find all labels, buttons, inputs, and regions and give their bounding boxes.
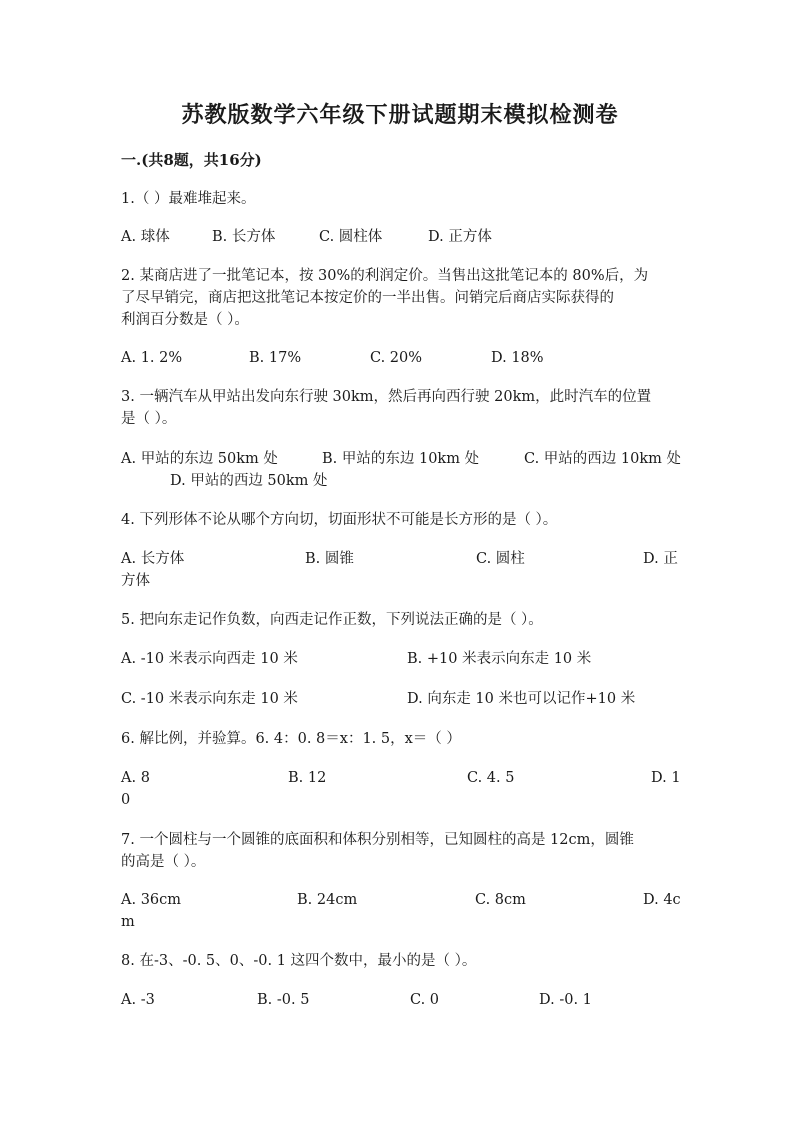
q6-option-d: D. 1 <box>651 770 681 786</box>
q5-option-b: B. +10 米表示向东走 10 米 <box>407 651 592 667</box>
q5-option-d: D. 向东走 10 米也可以记作+10 米 <box>407 691 636 707</box>
question-2-stem <box>121 265 681 331</box>
q4-option-d-wrap: 方体 <box>121 573 150 589</box>
q4-option-b: B. 圆锥 <box>305 551 354 567</box>
question-1-stem: 1.（ ）最难堆起来。 <box>121 191 256 207</box>
q6-option-a: A. 8 <box>121 770 150 786</box>
q3-stem-line-1: 3. 一辆汽车从甲站出发向东行驶 30km，然后再向西行驶 20km，此时汽车的位置 <box>121 389 652 405</box>
q6-option-b: B. 12 <box>288 770 327 786</box>
q7-stem-line-2: 的高是（ ）。 <box>121 854 206 870</box>
q7-option-d-wrap: m <box>121 914 135 930</box>
q5-option-a: A. -10 米表示向西走 10 米 <box>121 651 298 667</box>
q6-option-c: C. 4. 5 <box>467 770 515 786</box>
q7-stem-line-1: 7. 一个圆柱与一个圆锥的底面积和体积分别相等，已知圆柱的高是 12cm，圆锥 <box>121 832 634 848</box>
question-3-stem <box>121 386 681 430</box>
q2-stem-line-2: 了尽早销完，商店把这批笔记本按定价的一半出售。问销完后商店实际获得的 <box>121 290 614 306</box>
q8-option-a: A. -3 <box>121 992 155 1008</box>
question-7-stem <box>121 829 681 873</box>
q8-option-b: B. -0. 5 <box>257 992 310 1008</box>
q3-stem-line-2: 是（ ）。 <box>121 411 177 427</box>
question-8-stem: 8. 在-3、-0. 5、0、-0. 1 这四个数中，最小的是（ ）。 <box>121 953 477 969</box>
q7-option-c: C. 8cm <box>475 892 526 908</box>
question-5-stem: 5. 把向东走记作负数，向西走记作正数，下列说法正确的是（ ）。 <box>121 612 543 628</box>
q3-option-d: D. 甲站的西边 50km 处 <box>170 473 328 489</box>
q8-option-c: C. 0 <box>410 992 440 1008</box>
question-4-stem: 4. 下列形体不论从哪个方向切，切面形状不可能是长方形的是（ ）。 <box>121 512 558 528</box>
q4-option-a: A. 长方体 <box>121 551 185 567</box>
q7-option-b: B. 24cm <box>297 892 358 908</box>
q5-option-c: C. -10 米表示向东走 10 米 <box>121 691 298 707</box>
section-header: 一.(共8题，共16分) <box>121 151 262 169</box>
q3-option-b: B. 甲站的东边 10km 处 <box>322 451 480 467</box>
q3-option-a: A. 甲站的东边 50km 处 <box>121 451 278 467</box>
question-6-stem: 6. 解比例，并验算。6. 4：0. 8＝x：1. 5，x＝（ ） <box>121 731 461 747</box>
q1-option-c: C. 圆柱体 <box>319 229 383 245</box>
q2-option-c: C. 20% <box>370 350 423 366</box>
q1-option-d: D. 正方体 <box>428 229 492 245</box>
q2-option-b: B. 17% <box>249 350 302 366</box>
page-title: 苏教版数学六年级下册试题期末模拟检测卷 <box>181 102 619 128</box>
q2-option-d: D. 18% <box>491 350 544 366</box>
q1-option-a: A. 球体 <box>121 229 170 245</box>
q7-option-d: D. 4c <box>643 892 681 908</box>
q2-stem-line-1: 2. 某商店进了一批笔记本，按 30%的利润定价。当售出这批笔记本的 80%后，为 <box>121 268 649 284</box>
q2-stem-line-3: 利润百分数是（ ）。 <box>121 312 249 328</box>
q6-option-d-wrap: 0 <box>121 792 131 808</box>
q2-option-a: A. 1. 2% <box>121 350 183 366</box>
q1-option-b: B. 长方体 <box>212 229 276 245</box>
q8-option-d: D. -0. 1 <box>539 992 592 1008</box>
q3-option-c: C. 甲站的西边 10km 处 <box>524 451 682 467</box>
q4-option-d: D. 正 <box>643 551 678 567</box>
q7-option-a: A. 36cm <box>121 892 182 908</box>
q4-option-c: C. 圆柱 <box>476 551 525 567</box>
